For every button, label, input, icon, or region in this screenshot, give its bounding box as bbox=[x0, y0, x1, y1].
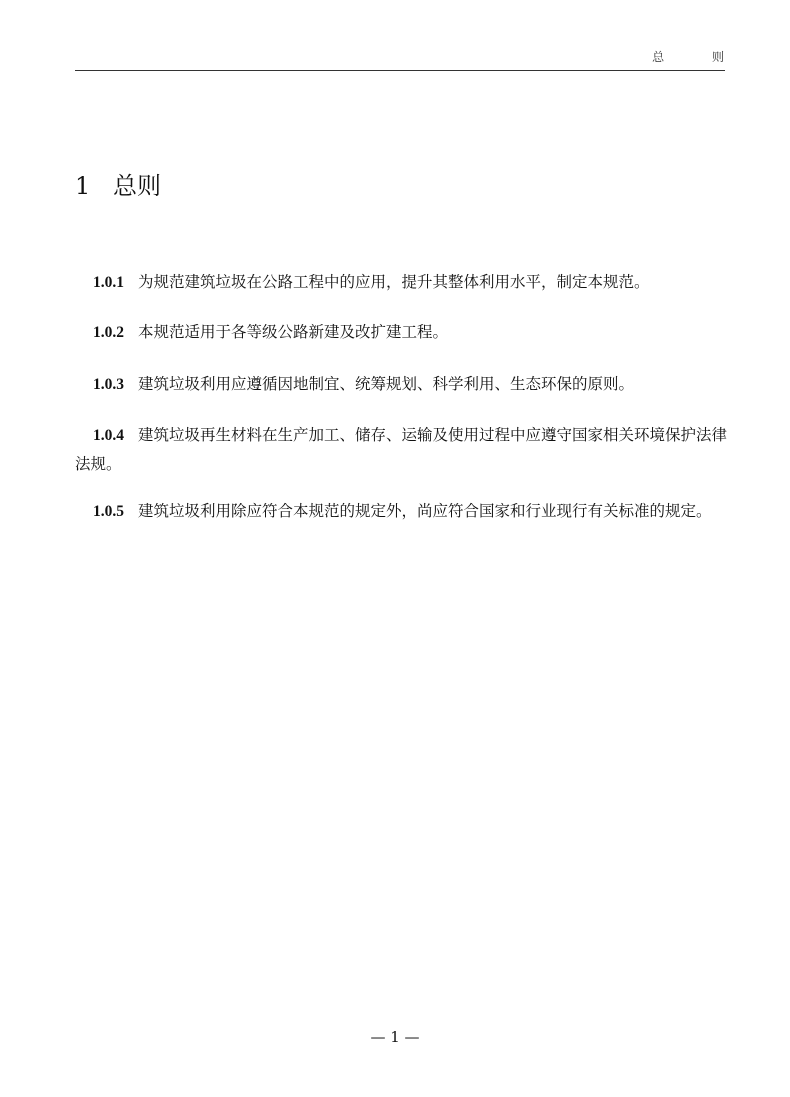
clause-1-0-5 bbox=[75, 497, 727, 526]
clause-number: 1.0.4 bbox=[93, 427, 124, 444]
clause-1-0-1 bbox=[75, 268, 727, 297]
clause-number: 1.0.3 bbox=[93, 376, 124, 393]
clause-number: 1.0.1 bbox=[93, 274, 124, 291]
clause-text: 建筑垃圾利用除应符合本规范的规定外，尚应符合国家和行业现行有关标准的规定。 bbox=[138, 502, 712, 520]
running-header: 总 则 bbox=[652, 50, 746, 64]
clause-text: 本规范适用于各等级公路新建及改扩建工程。 bbox=[138, 323, 449, 341]
clause-text: 为规范建筑垃圾在公路工程中的应用，提升其整体利用水平，制定本规范。 bbox=[138, 273, 650, 291]
clause-number: 1.0.2 bbox=[93, 324, 124, 341]
chapter-title bbox=[75, 166, 161, 201]
clause-1-0-3 bbox=[75, 370, 727, 399]
chapter-title-text: 总则 bbox=[113, 172, 161, 200]
clause-1-0-2 bbox=[75, 318, 727, 347]
chapter-number: 1 bbox=[75, 172, 91, 200]
clause-1-0-4 bbox=[75, 421, 727, 478]
page-number: — 1 — bbox=[370, 1028, 420, 1046]
clause-number: 1.0.5 bbox=[93, 503, 124, 520]
header-divider bbox=[75, 70, 725, 71]
clause-text: 建筑垃圾利用应遵循因地制宜、统筹规划、科学利用、生态环保的原则。 bbox=[138, 375, 635, 393]
clause-text: 建筑垃圾再生材料在生产加工、储存、运输及使用过程中应遵守国家相关环境保护法律法规。 bbox=[75, 426, 728, 473]
